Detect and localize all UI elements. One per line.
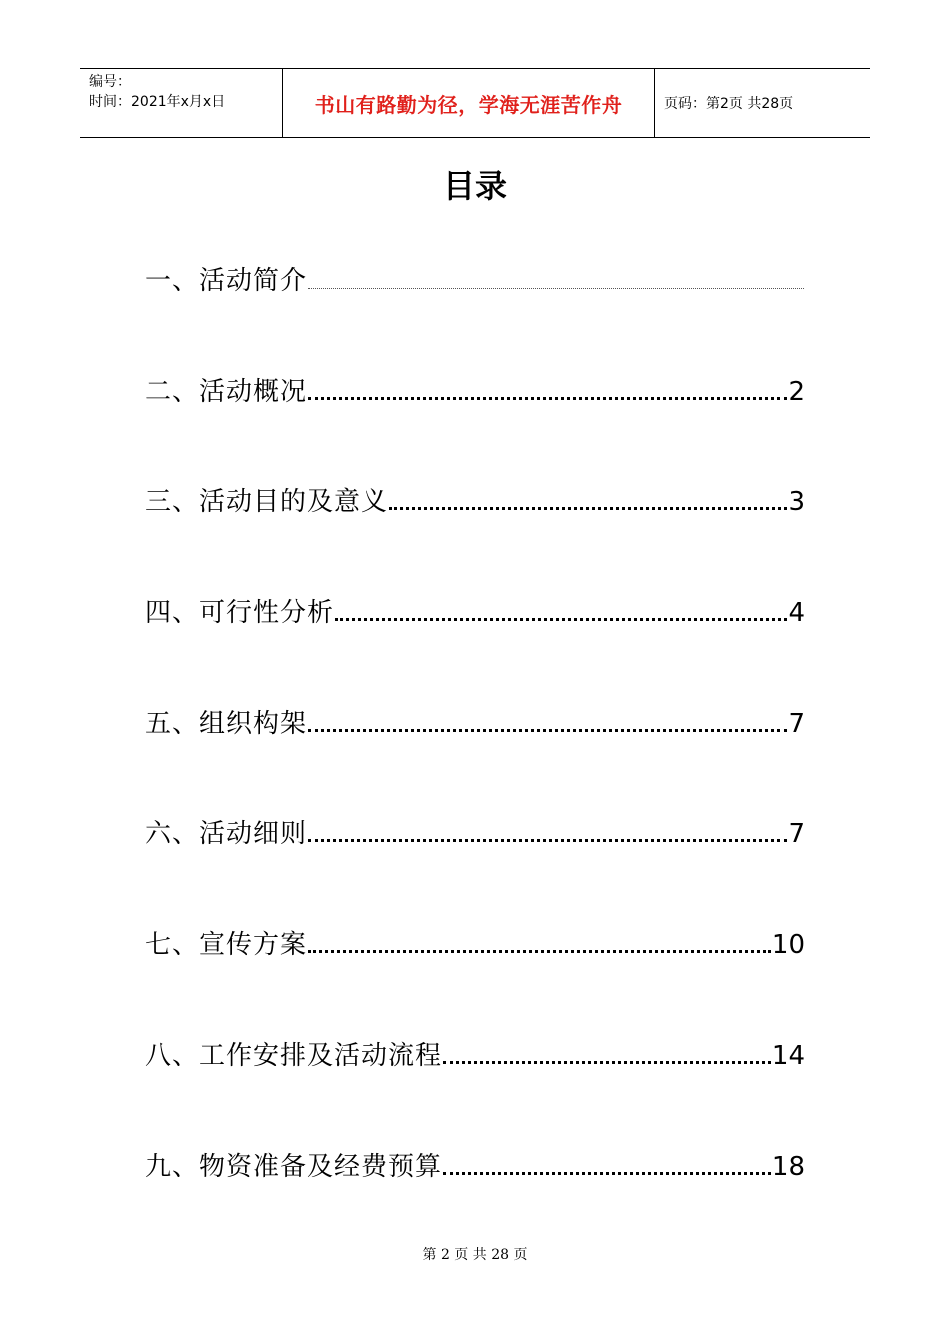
toc-leader-dots	[335, 618, 787, 621]
toc-entry[interactable]	[145, 696, 805, 807]
toc-entry-label: 四、可行性分析	[145, 598, 335, 629]
toc-leader-dots	[308, 397, 787, 400]
toc-entry[interactable]	[145, 585, 805, 696]
toc-entry-page: 3	[788, 487, 805, 518]
toc-entry[interactable]	[145, 917, 805, 1028]
toc-entry-page: 7	[788, 708, 805, 739]
toc-leader-dots	[443, 1172, 771, 1175]
toc-entry-label: 九、物资准备及经费预算	[145, 1151, 443, 1182]
page-header	[80, 68, 870, 138]
toc-entry-page: 14	[771, 1040, 805, 1071]
toc-entry-label: 二、活动概况	[145, 376, 308, 407]
toc-entry-label: 五、组织构架	[145, 708, 308, 739]
toc-entry[interactable]	[145, 474, 805, 585]
toc-entry-label: 六、活动细则	[145, 819, 308, 850]
document-date-label: 时间：2021年x月x日	[89, 94, 226, 110]
toc-entry-page: 2	[788, 376, 805, 407]
page-footer: 第 2 页 共 28 页	[422, 1247, 528, 1263]
page-title: 目录	[442, 167, 507, 205]
toc-leader-dots	[308, 839, 787, 842]
toc-entry[interactable]	[145, 253, 805, 364]
toc-entry-label: 一、活动简介	[145, 266, 308, 296]
toc-leader-dots	[308, 288, 804, 289]
toc-entry-page: 4	[788, 598, 805, 629]
toc-entry-page: 10	[771, 930, 805, 961]
toc-leader-dots	[389, 507, 787, 510]
table-of-contents	[145, 253, 805, 1249]
toc-entry[interactable]	[145, 364, 805, 475]
toc-entry[interactable]	[145, 806, 805, 917]
toc-entry-label: 三、活动目的及意义	[145, 487, 389, 518]
toc-leader-dots	[308, 729, 787, 732]
toc-entry-page: 18	[771, 1151, 805, 1182]
header-slogan: 书山有路勤为径，学海无涯苦作舟	[282, 69, 655, 137]
document-number-label: 编号：	[89, 74, 131, 90]
toc-entry-page: 7	[788, 819, 805, 850]
toc-entry-label: 七、宣传方案	[145, 930, 308, 961]
toc-entry-label: 八、工作安排及活动流程	[145, 1040, 443, 1071]
toc-entry[interactable]	[145, 1139, 805, 1250]
toc-entry[interactable]	[145, 1028, 805, 1139]
header-meta	[80, 69, 282, 137]
toc-leader-dots	[443, 1061, 771, 1064]
header-page-info: 页码：第2页 共28页	[664, 96, 794, 112]
toc-leader-dots	[308, 950, 771, 953]
